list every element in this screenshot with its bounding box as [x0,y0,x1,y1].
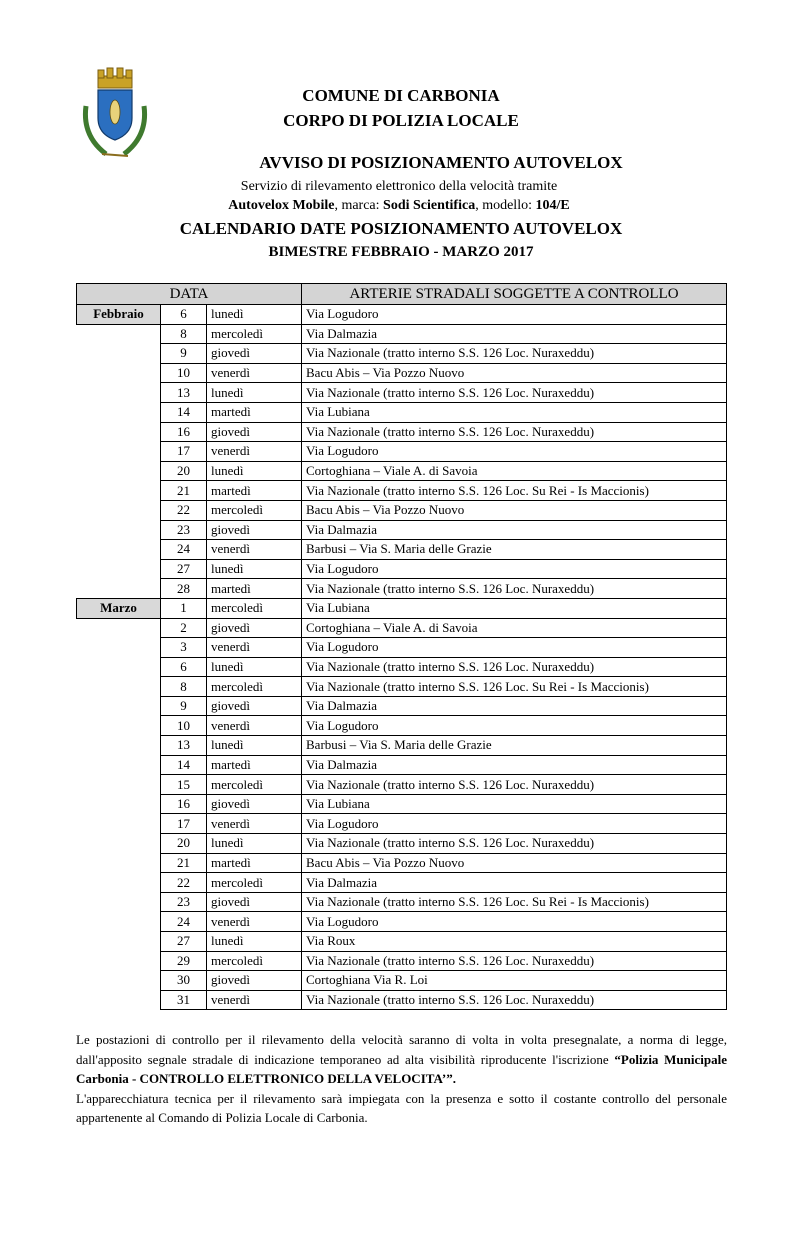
month-label: Febbraio [77,305,161,325]
road-cell: Via Nazionale (tratto interno S.S. 126 Loc. Nuraxeddu) [302,775,727,795]
road-cell: Via Nazionale (tratto interno S.S. 126 Loc. Su Rei - Is Maccionis) [302,892,727,912]
table-row [77,363,727,383]
weekday-cell: lunedì [207,383,302,403]
day-cell: 2 [161,618,207,638]
day-cell: 1 [161,598,207,618]
road-cell: Via Dalmazia [302,324,727,344]
road-cell: Via Nazionale (tratto interno S.S. 126 Loc. Nuraxeddu) [302,383,727,403]
day-cell: 28 [161,579,207,599]
day-cell: 24 [161,540,207,560]
month-spacer [77,677,161,697]
month-spacer [77,932,161,952]
table-row [77,324,727,344]
road-cell: Barbusi – Via S. Maria delle Grazie [302,736,727,756]
month-label: Marzo [77,598,161,618]
table-row [77,598,727,618]
table-row [77,794,727,814]
weekday-cell: venerdì [207,540,302,560]
weekday-cell: lunedì [207,736,302,756]
crown-icon [98,68,132,88]
table-row [77,716,727,736]
road-cell: Via Nazionale (tratto interno S.S. 126 Loc. Nuraxeddu) [302,834,727,854]
weekday-cell: venerdì [207,442,302,462]
table-row [77,990,727,1010]
month-spacer [77,559,161,579]
day-cell: 8 [161,677,207,697]
weekday-cell: martedì [207,402,302,422]
column-header-roads: ARTERIE STRADALI SOGGETTE A CONTROLLO [302,284,727,305]
day-cell: 27 [161,932,207,952]
month-spacer [77,638,161,658]
road-cell: Via Dalmazia [302,696,727,716]
road-cell: Via Dalmazia [302,873,727,893]
weekday-cell: venerdì [207,814,302,834]
weekday-cell: martedì [207,579,302,599]
road-cell: Via Nazionale (tratto interno S.S. 126 Loc. Nuraxeddu) [302,344,727,364]
table-row [77,442,727,462]
weekday-cell: giovedì [207,696,302,716]
road-cell: Via Nazionale (tratto interno S.S. 126 Loc. Nuraxeddu) [302,951,727,971]
weekday-cell: martedì [207,755,302,775]
day-cell: 16 [161,422,207,442]
calendar-title: CALENDARIO DATE POSIZIONAMENTO AUTOVELOX [179,219,623,238]
month-spacer [77,363,161,383]
day-cell: 22 [161,873,207,893]
table-row [77,736,727,756]
month-spacer [77,422,161,442]
day-cell: 24 [161,912,207,932]
weekday-cell: mercoledì [207,775,302,795]
signage-text: “Polizia Municipale Carbonia - CONTROLLO ELETTRONICO DELLA VELOCITA’”. [76,1051,727,1086]
weekday-cell: venerdì [207,990,302,1010]
service-line: Servizio di rilevamento elettronico della velocità tramite [240,179,558,194]
table-row [77,873,727,893]
day-cell: 31 [161,990,207,1010]
table-row [77,932,727,952]
road-cell: Via Roux [302,932,727,952]
footer-paragraph-2: L'apparecchiatura tecnica per il rilevamento sarà impiegata con la presenza e sotto il costante controllo del personale appartenente al Comando di Polizia Locale di Carbonia. [76,1090,727,1125]
weekday-cell: mercoledì [207,324,302,344]
road-cell: Via Logudoro [302,912,727,932]
day-cell: 27 [161,559,207,579]
month-spacer [77,461,161,481]
weekday-cell: lunedì [207,305,302,325]
table-row [77,305,727,325]
month-spacer [77,500,161,520]
month-spacer [77,990,161,1010]
day-cell: 16 [161,794,207,814]
device-name: Autovelox Mobile [228,198,335,213]
table-row [77,657,727,677]
month-spacer [77,344,161,364]
road-cell: Via Nazionale (tratto interno S.S. 126 Loc. Su Rei - Is Maccionis) [302,677,727,697]
table-row [77,814,727,834]
month-spacer [77,540,161,560]
table-row [77,696,727,716]
month-spacer [77,716,161,736]
table-row [77,677,727,697]
day-cell: 14 [161,402,207,422]
day-cell: 6 [161,657,207,677]
weekday-cell: lunedì [207,559,302,579]
weekday-cell: venerdì [207,716,302,736]
month-spacer [77,775,161,795]
road-cell: Via Lubiana [302,402,727,422]
table-row [77,892,727,912]
table-row [77,775,727,795]
road-cell: Bacu Abis – Via Pozzo Nuovo [302,853,727,873]
day-cell: 23 [161,520,207,540]
month-spacer [77,579,161,599]
month-spacer [77,696,161,716]
month-spacer [77,520,161,540]
table-row [77,912,727,932]
table-row [77,520,727,540]
month-spacer [77,324,161,344]
table-row [77,579,727,599]
table-row [77,461,727,481]
weekday-cell: giovedì [207,618,302,638]
period-title: BIMESTRE FEBBRAIO - MARZO 2017 [268,244,534,260]
weekday-cell: martedì [207,481,302,501]
notice-title: AVVISO DI POSIZIONAMENTO AUTOVELOX [259,153,623,172]
road-cell: Via Nazionale (tratto interno S.S. 126 Loc. Nuraxeddu) [302,657,727,677]
table-row [77,481,727,501]
day-cell: 3 [161,638,207,658]
table-row [77,344,727,364]
day-cell: 6 [161,305,207,325]
day-cell: 9 [161,344,207,364]
month-spacer [77,951,161,971]
month-spacer [77,736,161,756]
road-cell: Via Logudoro [302,638,727,658]
table-row [77,951,727,971]
day-cell: 13 [161,383,207,403]
table-row [77,618,727,638]
weekday-cell: giovedì [207,422,302,442]
month-spacer [77,383,161,403]
municipality-name: COMUNE DI CARBONIA [302,86,500,105]
table-row [77,383,727,403]
table-row [77,834,727,854]
day-cell: 17 [161,442,207,462]
weekday-cell: lunedì [207,657,302,677]
footer-paragraph-1: Le postazioni di controllo per il rilevamento della velocità saranno di volta in volta presegnalate, a norma di legge, dall'apposito segnale stradale di indicazione temporaneo ad alta visibilità riproducente l'iscrizione “Polizia Municipale Carbonia - CONTROLLO ELETTRONICO DELLA VELOCITA’”. [76,1032,727,1086]
table-row [77,971,727,991]
month-spacer [77,481,161,501]
month-spacer [77,834,161,854]
brand-name: Sodi Scientifica [383,198,476,213]
table-row [77,422,727,442]
road-cell: Via Logudoro [302,442,727,462]
weekday-cell: giovedì [207,794,302,814]
schedule-table [76,283,727,1010]
road-cell: Cortoghiana Via R. Loi [302,971,727,991]
weekday-cell: mercoledì [207,500,302,520]
weekday-cell: giovedì [207,344,302,364]
day-cell: 14 [161,755,207,775]
weekday-cell: venerdì [207,912,302,932]
weekday-cell: martedì [207,853,302,873]
road-cell: Via Nazionale (tratto interno S.S. 126 Loc. Nuraxeddu) [302,422,727,442]
road-cell: Via Dalmazia [302,755,727,775]
road-cell: Via Lubiana [302,598,727,618]
day-cell: 17 [161,814,207,834]
day-cell: 21 [161,481,207,501]
department-name: CORPO DI POLIZIA LOCALE [283,111,519,130]
month-spacer [77,794,161,814]
month-spacer [77,892,161,912]
day-cell: 22 [161,500,207,520]
month-spacer [77,873,161,893]
day-cell: 29 [161,951,207,971]
footer-notes [76,1030,727,1128]
month-spacer [77,657,161,677]
road-cell: Via Nazionale (tratto interno S.S. 126 Loc. Su Rei - Is Maccionis) [302,481,727,501]
road-cell: Via Logudoro [302,305,727,325]
column-header-date: DATA [77,284,302,305]
day-cell: 20 [161,834,207,854]
road-cell: Via Nazionale (tratto interno S.S. 126 Loc. Nuraxeddu) [302,990,727,1010]
table-row [77,559,727,579]
device-line: Autovelox Mobile, marca: Sodi Scientifica, modello: 104/E [228,198,570,213]
day-cell: 20 [161,461,207,481]
month-spacer [77,971,161,991]
day-cell: 23 [161,892,207,912]
road-cell: Barbusi – Via S. Maria delle Grazie [302,540,727,560]
weekday-cell: mercoledì [207,951,302,971]
weekday-cell: lunedì [207,461,302,481]
day-cell: 30 [161,971,207,991]
month-spacer [77,853,161,873]
road-cell: Via Dalmazia [302,520,727,540]
weekday-cell: venerdì [207,363,302,383]
month-spacer [77,755,161,775]
table-row [77,638,727,658]
month-spacer [77,912,161,932]
road-cell: Via Logudoro [302,814,727,834]
day-cell: 15 [161,775,207,795]
weekday-cell: venerdì [207,638,302,658]
road-cell: Bacu Abis – Via Pozzo Nuovo [302,500,727,520]
weekday-cell: mercoledì [207,677,302,697]
month-spacer [77,618,161,638]
road-cell: Via Nazionale (tratto interno S.S. 126 Loc. Nuraxeddu) [302,579,727,599]
weekday-cell: mercoledì [207,873,302,893]
month-spacer [77,442,161,462]
weekday-cell: giovedì [207,520,302,540]
road-cell: Cortoghiana – Viale A. di Savoia [302,618,727,638]
day-cell: 9 [161,696,207,716]
day-cell: 8 [161,324,207,344]
table-header-row [77,284,727,305]
weekday-cell: lunedì [207,834,302,854]
road-cell: Bacu Abis – Via Pozzo Nuovo [302,363,727,383]
day-cell: 13 [161,736,207,756]
month-spacer [77,814,161,834]
weekday-cell: mercoledì [207,598,302,618]
weekday-cell: giovedì [207,971,302,991]
table-row [77,402,727,422]
weekday-cell: lunedì [207,932,302,952]
road-cell: Via Logudoro [302,716,727,736]
road-cell: Via Logudoro [302,559,727,579]
table-row [77,755,727,775]
day-cell: 21 [161,853,207,873]
table-row [77,540,727,560]
model-name: 104/E [535,198,570,213]
table-row [77,500,727,520]
road-cell: Cortoghiana – Viale A. di Savoia [302,461,727,481]
day-cell: 10 [161,716,207,736]
weekday-cell: giovedì [207,892,302,912]
table-row [77,853,727,873]
day-cell: 10 [161,363,207,383]
month-spacer [77,402,161,422]
road-cell: Via Lubiana [302,794,727,814]
